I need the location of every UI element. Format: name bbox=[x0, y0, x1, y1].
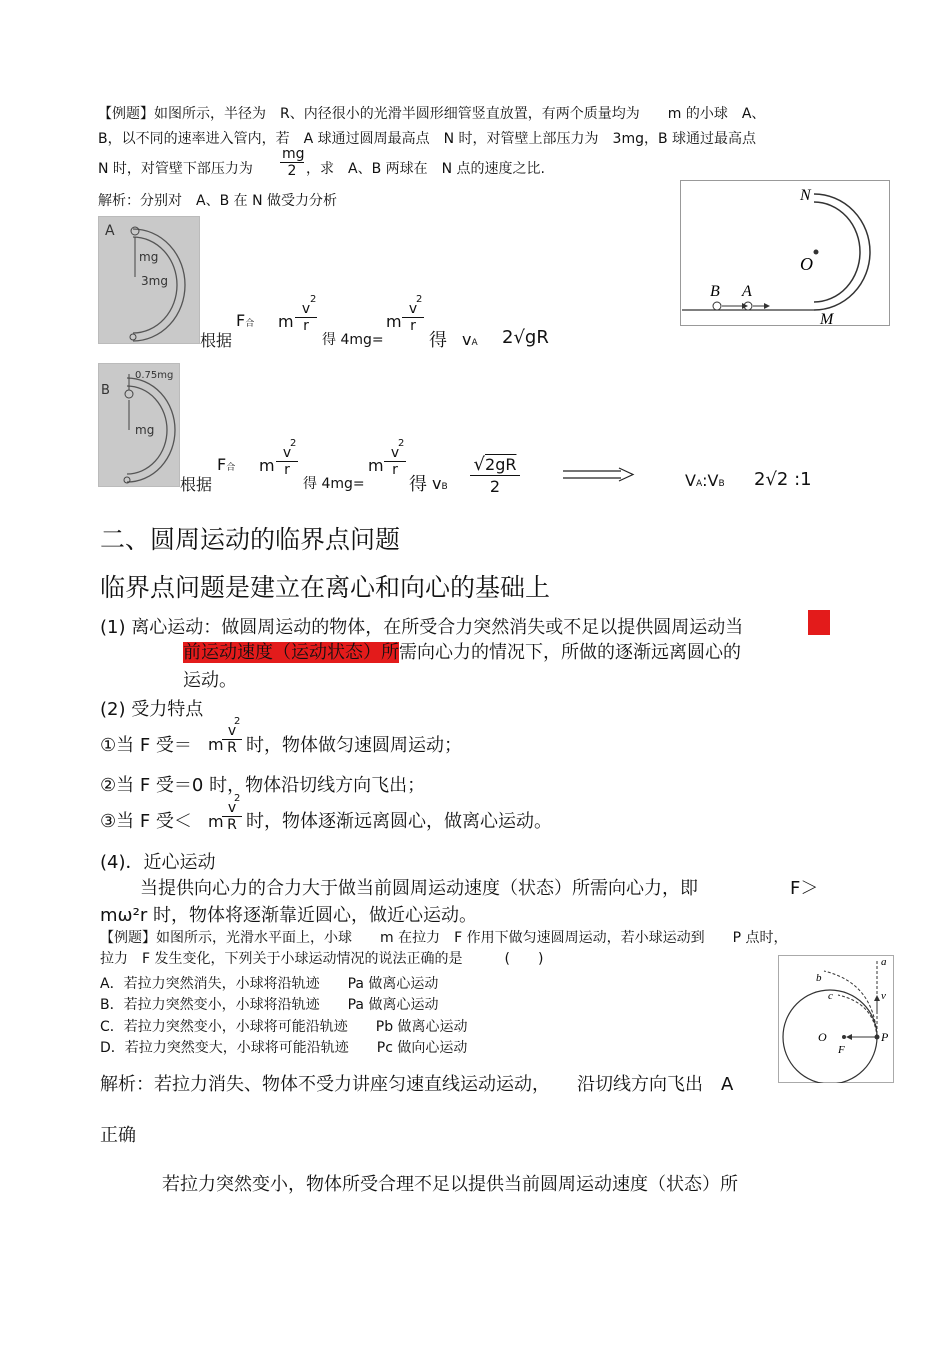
eqA-frac2-den: r bbox=[410, 318, 416, 334]
red-marker bbox=[808, 610, 830, 635]
label-O: O bbox=[800, 254, 813, 274]
section-subtitle: 临界点问题是建立在离心和向心的基础上 bbox=[100, 573, 551, 602]
eqB-result-fraction bbox=[470, 455, 520, 498]
sketch-label-3mg: 3mg bbox=[141, 274, 168, 288]
eqA-vA-symbol: v bbox=[462, 330, 472, 349]
case3-m: m bbox=[208, 812, 224, 831]
eqB-F bbox=[217, 455, 235, 474]
ratio-A-sub: A bbox=[695, 479, 703, 489]
eqA-sq1: 2 bbox=[310, 294, 317, 305]
eqA-result: 2√gR bbox=[502, 327, 549, 348]
sketch-label-0.75mg: 0.75mg bbox=[135, 370, 174, 381]
eqA-m1: m bbox=[278, 312, 294, 331]
example2-analysis-line3: 若拉力突然变小，物体所受合理不足以提供当前圆周运动速度（状态）所 bbox=[162, 1174, 738, 1195]
eqA-vA bbox=[462, 330, 478, 349]
sketch-label-mg-2: mg bbox=[135, 423, 155, 437]
centrifugal-def-line1: (1) 离心运动：做圆周运动的物体，在所受合力突然消失或不足以提供圆周运动当 bbox=[100, 617, 744, 638]
sketch-label-A: A bbox=[105, 223, 115, 239]
highlighted-phrase: 前运动速度（运动状态）所 bbox=[183, 642, 399, 663]
example2-analysis-line2: 正确 bbox=[100, 1125, 136, 1146]
eqB-sq2: 2 bbox=[398, 438, 405, 449]
eqA-F-sub: 合 bbox=[245, 319, 255, 329]
case1-suffix: 时，物体做匀速圆周运动； bbox=[246, 735, 462, 756]
case3-suffix: 时，物体逐渐远离圆心，做离心运动。 bbox=[246, 811, 552, 832]
sketch-label-mg: mg bbox=[139, 250, 159, 264]
label-O-2: O bbox=[818, 1030, 827, 1044]
example1-line2: B，以不同的速率进入管内，若 A 球通过圆周最高点 N 时，对管壁上部压力为 3mg，B 球通过最高点 bbox=[98, 131, 757, 147]
centripetal-line1: 当提供向心力的合力大于做当前圆周运动速度（状态）所需向心力，即 bbox=[140, 878, 698, 899]
example1-line3a: N 时，对管壁下部压力为 bbox=[98, 161, 253, 177]
ratio-V: V bbox=[685, 471, 696, 490]
eqB-genju: 根据 bbox=[180, 475, 213, 494]
example2-line1: 【例题】如图所示，光滑水平面上，小球 m 在拉力 F 作用下做匀速圆周运动，若小球运动到 P 点时， bbox=[100, 930, 788, 946]
example1-line1: 【例题】如图所示，半径为 R、内径很小的光滑半圆形细管竖直放置，有两个质量均为 m 的小球 A、 bbox=[98, 106, 766, 122]
option-B: B．若拉力突然变小，小球将沿轨迹 Pa 做离心运动 bbox=[100, 997, 439, 1013]
eqB-vB-symbol: v bbox=[432, 474, 442, 493]
case3-frac-num: v bbox=[222, 801, 242, 817]
eqB-frac1 bbox=[276, 446, 298, 478]
handwritten-force-sketch-A bbox=[98, 216, 200, 344]
centripetal-line2: mω²r 时，物体将逐渐靠近圆心，做近心运动。 bbox=[100, 905, 477, 926]
case1-frac-den: R bbox=[227, 740, 237, 756]
ratio-B-sub: B bbox=[718, 479, 725, 489]
mg-over-2-fraction bbox=[280, 147, 304, 179]
eqA-vA-sub: A bbox=[471, 338, 478, 348]
section-title: 二、圆周运动的临界点问题 bbox=[100, 525, 401, 554]
ratio-colon-V: :V bbox=[702, 471, 719, 490]
frac-numerator: mg bbox=[282, 146, 305, 162]
label-c: c bbox=[828, 990, 833, 1002]
eqB-frac1-num: v bbox=[276, 446, 298, 462]
eqA-frac2 bbox=[402, 302, 424, 334]
case2: ②当 F 受＝0 时，物体沿切线方向飞出； bbox=[100, 775, 426, 796]
ratio-VA-VB bbox=[685, 471, 725, 490]
handwritten-force-sketch-B bbox=[98, 363, 180, 487]
label-P: P bbox=[881, 1030, 889, 1044]
eqB-de2: 得 bbox=[409, 474, 427, 495]
case1-sq: 2 bbox=[234, 716, 241, 727]
case1-m: m bbox=[208, 735, 224, 754]
eqA-de1: 得 4mg= bbox=[322, 332, 384, 348]
example2-line2: 拉力 F 发生变化，下列关于小球运动情况的说法正确的是 ( ) bbox=[100, 951, 544, 967]
option-C: C．若拉力突然变小，小球将可能沿轨迹 Pb 做离心运动 bbox=[100, 1019, 468, 1035]
example1-line3b: ，求 A、B 两球在 N 点的速度之比. bbox=[306, 161, 546, 177]
label-N: N bbox=[800, 187, 811, 204]
circular-motion-figure bbox=[778, 955, 894, 1083]
eqA-frac1 bbox=[295, 302, 317, 334]
eqB-result-radicand: 2gR bbox=[485, 455, 517, 474]
case3-fraction bbox=[222, 801, 242, 833]
eqB-F-symbol: F bbox=[217, 455, 227, 474]
centrifugal-def-line3: 运动。 bbox=[183, 670, 237, 691]
eqB-frac2-num: v bbox=[384, 446, 406, 462]
eqB-F-sub: 合 bbox=[226, 463, 236, 473]
eqB-de1: 得 4mg= bbox=[303, 476, 365, 492]
eqB-frac1-den: r bbox=[284, 462, 290, 478]
eqA-frac2-num: v bbox=[402, 302, 424, 318]
eqB-result-num: √2gR bbox=[470, 455, 520, 476]
eqA-sq2: 2 bbox=[416, 294, 423, 305]
option-A: A．若拉力突然消失，小球将沿轨迹 Pa 做离心运动 bbox=[100, 976, 439, 992]
case3-prefix: ③当 F 受＜ bbox=[100, 811, 192, 832]
eqB-m1: m bbox=[259, 456, 275, 475]
eqB-vB bbox=[432, 474, 448, 493]
centripetal-F-greater: F＞ bbox=[790, 878, 819, 899]
label-B: B bbox=[710, 283, 720, 300]
case1-fraction bbox=[222, 724, 242, 756]
centripetal-heading: (4)．近心运动 bbox=[100, 852, 216, 873]
label-F: F bbox=[838, 1044, 845, 1056]
centrifugal-def-line2-rest: 需向心力的情况下，所做的逐渐远离圆心的 bbox=[399, 642, 741, 663]
case3-sq: 2 bbox=[234, 793, 241, 804]
label-M: M bbox=[820, 311, 834, 326]
eqA-genju: 根据 bbox=[200, 331, 233, 350]
eqB-frac2 bbox=[384, 446, 406, 478]
eqB-m2: m bbox=[368, 456, 384, 475]
eqA-frac1-num: v bbox=[295, 302, 317, 318]
eqB-sq1: 2 bbox=[290, 438, 297, 449]
eqA-F bbox=[236, 311, 254, 330]
eqA-m2: m bbox=[386, 312, 402, 331]
case3-frac-den: R bbox=[227, 817, 237, 833]
label-b: b bbox=[816, 972, 822, 984]
implies-arrow-icon bbox=[563, 467, 635, 483]
example2-analysis-line1: 解析：若拉力消失、物体不受力讲座匀速直线运动运动， 沿切线方向飞出 A bbox=[100, 1074, 734, 1095]
label-a: a bbox=[881, 956, 887, 968]
eqB-result-den: 2 bbox=[489, 477, 501, 496]
semicircle-tube-figure bbox=[680, 180, 890, 326]
label-v: v bbox=[881, 990, 886, 1002]
ratio-value: 2√2 :1 bbox=[754, 469, 812, 490]
eqB-frac2-den: r bbox=[392, 462, 398, 478]
sketch-label-B: B bbox=[101, 383, 110, 398]
label-A: A bbox=[742, 283, 752, 300]
eqA-frac1-den: r bbox=[303, 318, 309, 334]
eqA-F-symbol: F bbox=[236, 311, 246, 330]
case1-prefix: ①当 F 受＝ bbox=[100, 735, 192, 756]
frac-denominator: 2 bbox=[287, 163, 297, 179]
force-characteristics-heading: (2) 受力特点 bbox=[100, 699, 204, 720]
case1-frac-num: v bbox=[222, 724, 242, 740]
example1-analysis: 解析：分别对 A、B 在 N 做受力分析 bbox=[98, 193, 338, 209]
eqB-vB-sub: B bbox=[441, 482, 448, 492]
eqA-de2: 得 bbox=[429, 330, 447, 351]
option-D: D．若拉力突然变大，小球将可能沿轨迹 Pc 做向心运动 bbox=[100, 1040, 468, 1056]
centrifugal-def-line2 bbox=[183, 638, 741, 664]
